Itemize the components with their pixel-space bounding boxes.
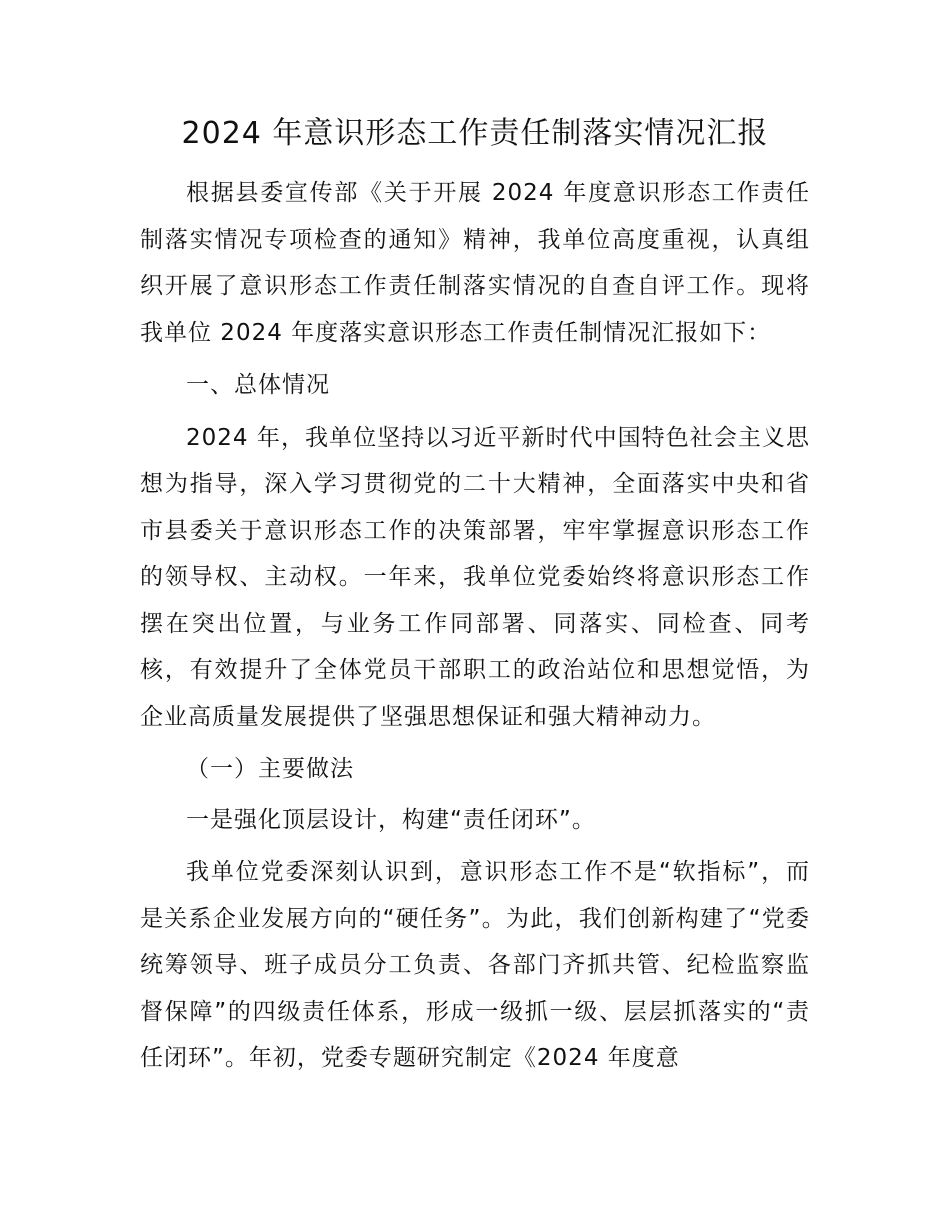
document-title: 2024 年意识形态工作责任制落实情况汇报	[181, 116, 769, 151]
section-heading-overall: 一、总体情况	[186, 372, 330, 398]
point-one-paragraph: 我单位党委深刻认识到，意识形态工作不是“软指标”，而是关系企业发展方向的“硬任务”。为此，我们创新构建了“党委统筹领导、班子成员分工负责、各部门齐抓共管、纪检监察监督保障”的四级责任体系，形成一级抓一级、层层抓落实的“责任闭环”。年初，党委专题研究制定《2024 年度意	[140, 859, 810, 1071]
subsection-heading-methods: （一）主要做法	[186, 756, 354, 782]
overall-paragraph: 2024 年，我单位坚持以习近平新时代中国特色社会主义思想为指导，深入学习贯彻党的二十大精神，全面落实中央和省市县委关于意识形态工作的决策部署，牢牢掌握意识形态工作的领导权、主动权。一年来，我单位党委始终将意识形态工作摆在突出位置，与业务工作同部署、同落实、同检查、同考核，有效提升了全体党员干部职工的政治站位和思想觉悟，为企业高质量发展提供了坚强思想保证和强大精神动力。	[140, 424, 810, 730]
point-heading-one: 一是强化顶层设计，构建“责任闭环”。	[186, 806, 596, 833]
intro-paragraph: 根据县委宣传部《关于开展 2024 年度意识形态工作责任制落实情况专项检查的通知》精神，我单位高度重视，认真组织开展了意识形态工作责任制落实情况的自查自评工作。现将我单位 2024 年度落实意识形态工作责任制情况汇报如下：	[140, 180, 810, 346]
